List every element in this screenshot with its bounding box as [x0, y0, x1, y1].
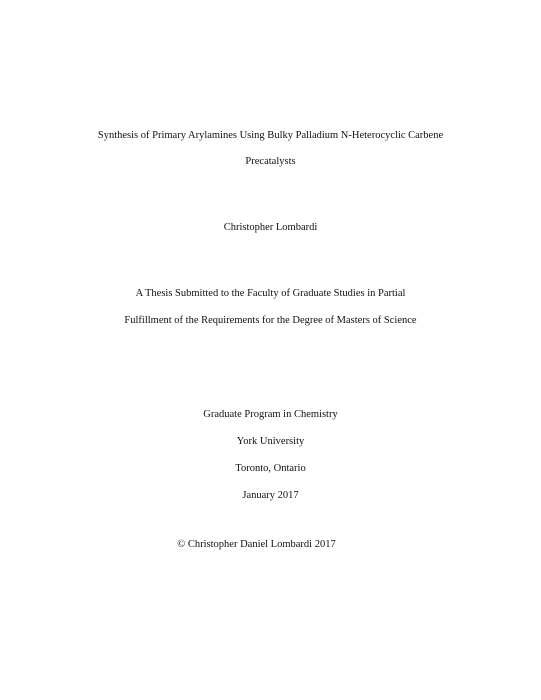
- university-name: York University: [236, 436, 305, 447]
- graduate-program: Graduate Program in Chemistry: [203, 409, 338, 420]
- submission-date: January 2017: [242, 490, 299, 501]
- thesis-title-line-1: Synthesis of Primary Arylamines Using Bulky Palladium N-Heterocyclic Carbene: [97, 130, 444, 141]
- copyright-notice: © Christopher Daniel Lombardi 2017: [177, 539, 336, 550]
- university-location: Toronto, Ontario: [235, 463, 306, 474]
- author-name: Christopher Lombardi: [223, 222, 318, 233]
- submission-statement-line-1: A Thesis Submitted to the Faculty of Graduate Studies in Partial: [135, 288, 406, 299]
- thesis-title-line-2: Precatalysts: [245, 156, 296, 167]
- submission-statement-line-2: Fulfillment of the Requirements for the Degree of Masters of Science: [124, 315, 417, 326]
